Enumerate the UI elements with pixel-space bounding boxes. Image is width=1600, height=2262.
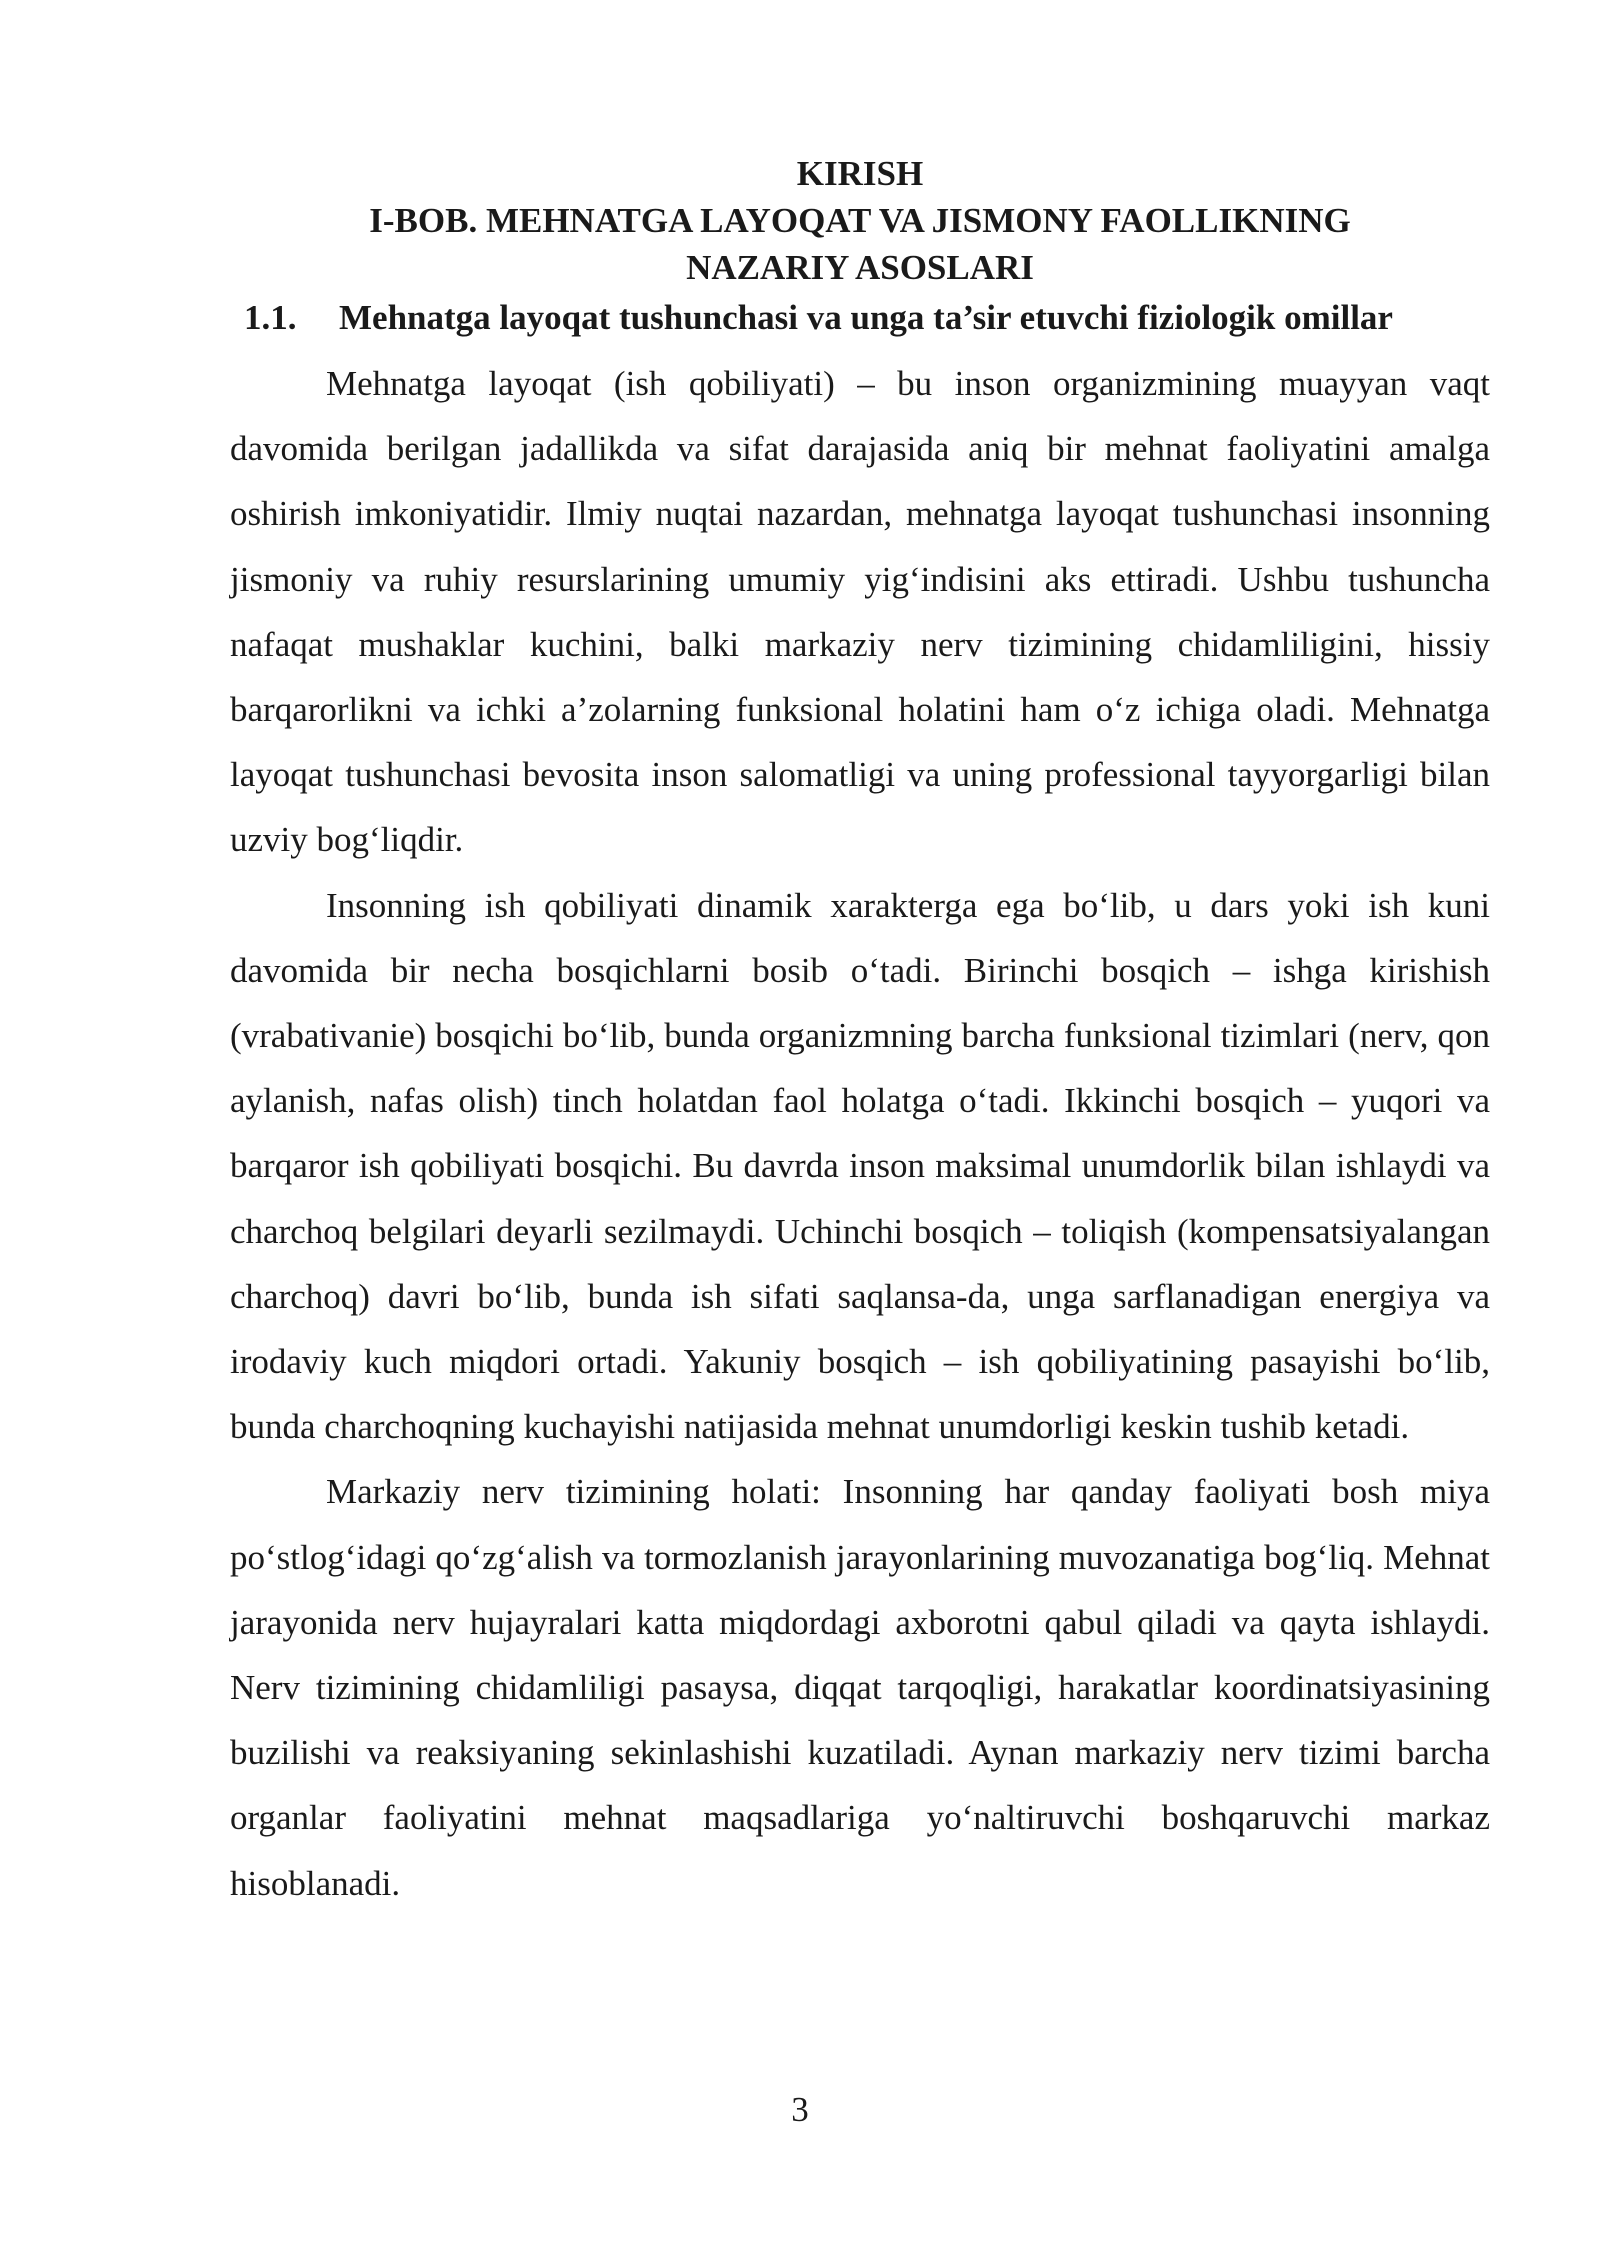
intro-heading: KIRISH	[796, 154, 924, 193]
section-heading	[244, 294, 1393, 341]
paragraph-3: Markaziy nerv tizimining holati: Insonning har qanday faoliyati bosh miya po‘stlog‘idagi qo‘zg‘alish va tormozlanish jarayonlarining muvozanatiga bog‘liq. Mehnat jarayonida nerv hujayralari katta miqdordagi axborotni qabul qiladi va qayta ishlaydi. Nerv tizimining chidamliligi pasaysa, diqqat tarqoqligi, harakatlar koordinatsiyasining buzilishi va reaksiyaning sekinlashishi kuzatiladi. Aynan markaziy nerv tizimi barcha organlar faoliyatini mehnat maqsadlariga yo‘naltiruvchi boshqaruvchi markaz hisoblanadi.	[230, 1472, 1490, 1903]
chapter-title-line-1: I-BOB. MEHNATGA LAYOQAT VA JISMONY FAOLLIKNING	[369, 201, 1351, 240]
paragraph-1: Mehnatga layoqat (ish qobiliyati) – bu inson organizmining muayyan vaqt davomida berilgan jadallikda va sifat darajasida aniq bir mehnat faoliyatini amalga oshirish imkoniyatidir. Ilmiy nuqtai nazardan, mehnatga layoqat tushunchasi insonning jismoniy va ruhiy resurslarining umumiy yig‘indisini aks ettiradi. Ushbu tushuncha nafaqat mushaklar kuchini, balki markaziy nerv tizimining chidamliligini, hissiy barqarorlikni va ichki a’zolarning funksional holatini ham o‘z ichiga oladi. Mehnatga layoqat tushunchasi bevosita inson salomatligi va uning professional tayyorgarligi bilan uzviy bog‘liqdir.	[230, 364, 1490, 860]
body-text	[230, 351, 1490, 1916]
section-number: 1.1.	[244, 298, 297, 337]
heading-block	[230, 150, 1490, 291]
chapter-title-line-2: NAZARIY ASOSLARI	[686, 248, 1034, 287]
paragraph-2: Insonning ish qobiliyati dinamik xarakterga ega bo‘lib, u dars yoki ish kuni davomida bir necha bosqichlarni bosib o‘tadi. Birinchi bosqich – ishga kirishish (vrabativanie) bosqichi bo‘lib, bunda organizmning barcha funksional tizimlari (nerv, qon aylanish, nafas olish) tinch holatdan faol holatga o‘tadi. Ikkinchi bosqich – yuqori va barqaror ish qobiliyati bosqichi. Bu davrda inson maksimal unumdorlik bilan ishlaydi va charchoq belgilari deyarli sezilmaydi. Uchinchi bosqich – toliqish (kompensatsiyalangan charchoq) davri bo‘lib, bunda ish sifati saqlansa-da, unga sarflanadigan energiya va irodaviy kuch miqdori ortadi. Yakuniy bosqich – ish qobiliyatining pasayishi bo‘lib, bunda charchoqning kuchayishi natijasida mehnat unumdorligi keskin tushib ketadi.	[230, 885, 1490, 1447]
page-number: 3	[791, 2090, 809, 2129]
section-title: Mehnatga layoqat tushunchasi va unga ta’sir etuvchi fiziologik omillar	[339, 298, 1393, 337]
